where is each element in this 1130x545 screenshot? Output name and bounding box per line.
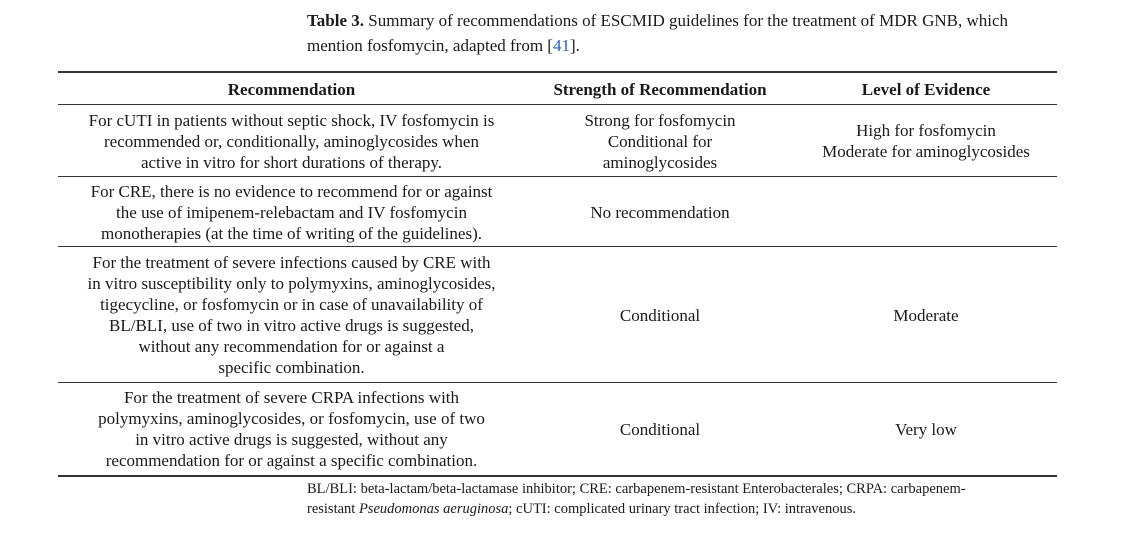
text-line: Moderate — [893, 305, 959, 325]
recommendations-table-wrapper — [58, 71, 1057, 477]
table-header-row — [58, 72, 1057, 105]
cell-recommendation — [58, 177, 525, 247]
text-line: recommended or, conditionally, aminoglycosides when — [104, 131, 479, 151]
text-line: recommendation for or against a specific combination. — [105, 451, 478, 471]
text-line: For the treatment of severe CRPA infections with — [123, 388, 460, 408]
text-line: without any recommendation for or against a — [138, 337, 445, 356]
text-line: For cUTI in patients without septic shock, IV fosfomycin is — [88, 110, 495, 130]
footnote-species: Pseudomonas aeruginosa — [358, 501, 509, 517]
cell-strength — [525, 177, 795, 247]
cell-evidence — [795, 383, 1057, 476]
cell-recommendation — [58, 247, 525, 383]
caption-line-2 — [307, 33, 1067, 58]
text-line: For CRE, there is no evidence to recommend for or against — [90, 181, 493, 201]
table-row — [58, 383, 1057, 476]
caption-line-1 — [307, 8, 1067, 33]
text-line: active in vitro for short durations of therapy. — [140, 152, 443, 172]
cell-strength — [525, 383, 795, 476]
text-line: For the treatment of severe infections caused by CRE with — [92, 253, 491, 272]
text-line: Moderate for aminoglycosides — [822, 142, 1030, 161]
footnote-text: ; cUTI: complicated urinary tract infection; IV: intravenous. — [508, 501, 856, 517]
text-line: Strong for fosfomycin — [584, 110, 736, 130]
text-line: Conditional — [619, 305, 701, 325]
footnote-text: resistant — [307, 501, 359, 517]
text-line: aminoglycosides — [602, 152, 718, 172]
text-line: polymyxins, aminoglycosides, or fosfomycin, use of two — [98, 409, 485, 429]
caption-text-2-pre: mention fosfomycin, adapted from [ — [307, 36, 553, 55]
header-evidence: Level of Evidence — [861, 80, 991, 99]
table-row — [58, 105, 1057, 177]
text-line: monotherapies (at the time of writing of the guidelines). — [101, 223, 482, 243]
cell-evidence — [795, 247, 1057, 383]
cell-evidence — [795, 105, 1057, 177]
header-recommendation: Recommendation — [227, 80, 356, 99]
recommendations-table — [58, 71, 1057, 477]
caption-text-1: Summary of recommendations of ESCMID guidelines for the treatment of MDR GNB, which — [364, 11, 1009, 30]
footnote-line-1: BL/BLI: beta-lactam/beta-lactamase inhibitor; CRE: carbapenem-resistant Enterobacterales; CRPA: carbapenem- — [307, 481, 966, 497]
text-line: No recommendation — [590, 202, 730, 222]
text-line: Conditional for — [607, 131, 713, 151]
text-line: Very low — [895, 419, 957, 439]
table-row — [58, 177, 1057, 247]
text-line: Conditional — [619, 419, 701, 439]
text-line: in vitro active drugs is suggested, without any — [135, 430, 448, 450]
table-footnote — [307, 479, 1067, 519]
caption-label: Table 3. — [307, 11, 365, 30]
cell-recommendation — [58, 383, 525, 476]
cell-evidence — [795, 177, 1057, 247]
header-strength: Strength of Recommendation — [553, 80, 767, 99]
text-line: High for fosfomycin — [856, 121, 996, 140]
table-caption — [307, 8, 1067, 58]
reference-link[interactable]: 41 — [552, 36, 570, 55]
cell-strength — [525, 247, 795, 383]
table-row — [58, 247, 1057, 383]
text-line: the use of imipenem-relebactam and IV fosfomycin — [116, 202, 467, 222]
text-line: BL/BLI, use of two in vitro active drugs is suggested, — [109, 316, 474, 335]
text-line: specific combination. — [218, 358, 365, 377]
cell-recommendation — [58, 105, 525, 177]
text-line: in vitro susceptibility only to polymyxins, aminoglycosides, — [87, 274, 496, 293]
cell-strength — [525, 105, 795, 177]
footnote-line-2 — [307, 499, 1067, 519]
caption-text-2-post: ]. — [569, 36, 580, 55]
text-line: tigecycline, or fosfomycin or in case of unavailability of — [100, 295, 483, 314]
